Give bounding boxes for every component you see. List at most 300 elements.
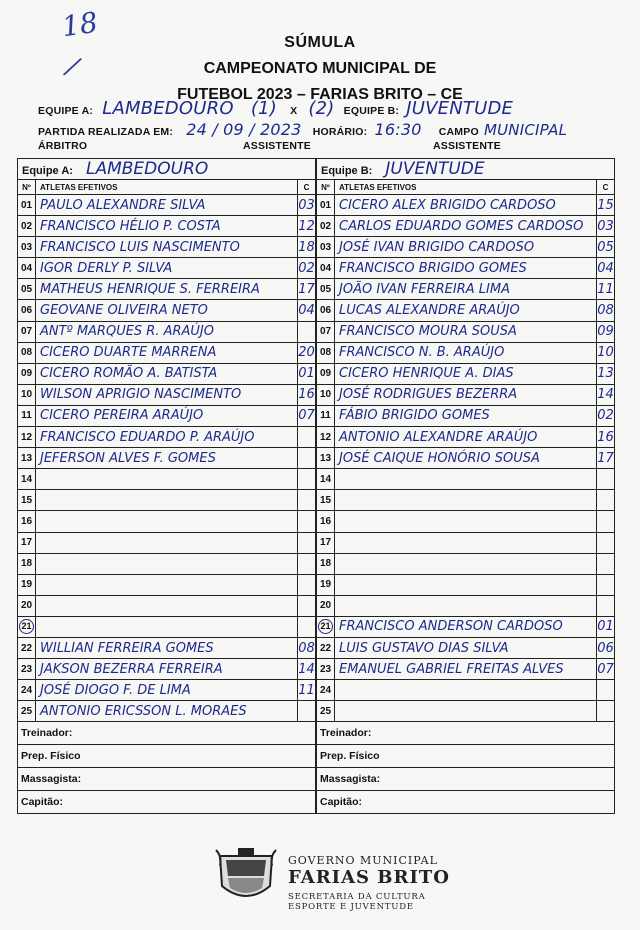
player-shirt-number xyxy=(297,258,315,279)
player-shirt-number xyxy=(297,532,315,553)
player-shirt-number xyxy=(597,469,615,490)
assistente-1-label: ASSISTENTE xyxy=(243,140,311,152)
player-name: FRANCISCO MOURA SOUSA xyxy=(339,324,517,340)
player-row xyxy=(18,680,316,701)
player-shirt-number xyxy=(297,511,315,532)
player-name-cell xyxy=(335,321,597,342)
player-shirt-number xyxy=(597,321,615,342)
staff-row xyxy=(18,791,316,814)
staff-label: Treinador: xyxy=(18,722,316,745)
player-shirt-number xyxy=(597,490,615,511)
player-shirt-number xyxy=(297,342,315,363)
circled-number: 21 xyxy=(19,619,34,634)
player-number: 19 xyxy=(18,574,36,595)
player-name-cell xyxy=(36,659,298,680)
player-number xyxy=(18,616,36,637)
footer-city: FARIAS BRITO xyxy=(288,867,450,888)
player-number: 23 xyxy=(18,659,36,680)
player-name: GEOVANE OLIVEIRA NETO xyxy=(40,303,208,319)
player-name-cell xyxy=(36,363,298,384)
shirt-number-value: 03 xyxy=(597,218,614,234)
team-a-label: Equipe A: xyxy=(22,165,73,177)
player-name: FRANCISCO HÉLIO P. COSTA xyxy=(40,218,221,234)
player-name: LUCAS ALEXANDRE ARAÚJO xyxy=(339,303,520,319)
player-number: 07 xyxy=(317,321,335,342)
player-number: 01 xyxy=(18,195,36,216)
team-a-col-number: Nº xyxy=(18,180,36,195)
player-shirt-number xyxy=(597,279,615,300)
player-name-cell xyxy=(335,300,597,321)
player-row xyxy=(18,405,316,426)
shirt-number-value: 04 xyxy=(597,260,614,276)
player-name-cell xyxy=(335,574,597,595)
player-name-cell xyxy=(36,532,298,553)
player-name-cell xyxy=(36,216,298,237)
player-number: 20 xyxy=(18,595,36,616)
player-row xyxy=(317,342,615,363)
player-number: 12 xyxy=(317,427,335,448)
player-number: 20 xyxy=(317,595,335,616)
player-number: 02 xyxy=(18,216,36,237)
player-row xyxy=(18,427,316,448)
player-number: 05 xyxy=(317,279,335,300)
player-name: JOSÉ RODRIGUES BEZERRA xyxy=(339,387,518,403)
player-name-cell xyxy=(335,511,597,532)
footer xyxy=(0,840,640,920)
shirt-number-value: 16 xyxy=(597,429,614,445)
player-number: 25 xyxy=(18,701,36,722)
player-number: 11 xyxy=(18,405,36,426)
shirt-number-value: 09 xyxy=(597,324,614,340)
equipe-a-label: EQUIPE A: xyxy=(38,105,94,117)
player-number: 04 xyxy=(18,258,36,279)
player-name-cell xyxy=(36,595,298,616)
player-row xyxy=(18,659,316,680)
shirt-number-value: 11 xyxy=(298,682,315,698)
player-name: LUIS GUSTAVO DIAS SILVA xyxy=(339,640,509,656)
player-name-cell xyxy=(335,342,597,363)
player-name: IGOR DERLY P. SILVA xyxy=(40,260,173,276)
player-name-cell xyxy=(335,701,597,722)
shirt-number-value: 11 xyxy=(597,281,614,297)
staff-label: Prep. Físico xyxy=(18,745,316,768)
shirt-number-value: 02 xyxy=(298,260,315,276)
player-shirt-number xyxy=(597,532,615,553)
footer-government: GOVERNO MUNICIPAL xyxy=(288,854,438,867)
player-shirt-number xyxy=(297,216,315,237)
player-shirt-number xyxy=(297,490,315,511)
player-shirt-number xyxy=(597,258,615,279)
player-name-cell xyxy=(335,637,597,658)
player-shirt-number xyxy=(597,616,615,637)
player-name: JOSÉ IVAN BRIGIDO CARDOSO xyxy=(339,239,535,255)
shirt-number-value: 20 xyxy=(298,345,315,361)
team-a-col-c: C xyxy=(297,180,315,195)
player-number: 07 xyxy=(18,321,36,342)
player-shirt-number xyxy=(597,680,615,701)
staff-label: Massagista: xyxy=(18,768,316,791)
player-row xyxy=(317,616,615,637)
player-name: FRANCISCO BRIGIDO GOMES xyxy=(339,260,527,276)
player-shirt-number xyxy=(297,637,315,658)
handwritten-mark-number: 18 xyxy=(59,5,100,44)
score-a: (1) xyxy=(250,98,277,119)
staff-row xyxy=(18,722,316,745)
player-number: 15 xyxy=(18,490,36,511)
player-name-cell xyxy=(36,195,298,216)
shirt-number-value: 07 xyxy=(597,661,614,677)
player-row xyxy=(317,469,615,490)
player-number xyxy=(317,616,335,637)
staff-row xyxy=(317,791,615,814)
player-number: 02 xyxy=(317,216,335,237)
shirt-number-value: 04 xyxy=(298,303,315,319)
shirt-number-value: 18 xyxy=(298,239,315,255)
player-row xyxy=(18,574,316,595)
player-name-cell xyxy=(335,490,597,511)
player-name-cell xyxy=(36,490,298,511)
player-number: 22 xyxy=(317,637,335,658)
player-row xyxy=(317,300,615,321)
player-number: 04 xyxy=(317,258,335,279)
arbitro-label: ÁRBITRO xyxy=(38,140,88,152)
equipe-b-label: EQUIPE B: xyxy=(343,105,400,117)
team-b-col-number: Nº xyxy=(317,180,335,195)
player-number: 12 xyxy=(18,427,36,448)
player-name-cell xyxy=(335,384,597,405)
player-name: PAULO ALEXANDRE SILVA xyxy=(40,197,206,213)
player-shirt-number xyxy=(297,469,315,490)
player-row xyxy=(18,237,316,258)
player-name: FRANCISCO EDUARDO P. ARAÚJO xyxy=(40,429,255,445)
player-row xyxy=(18,321,316,342)
shirt-number-value: 03 xyxy=(298,197,315,213)
championship-title: CAMPEONATO MUNICIPAL DE xyxy=(203,60,437,77)
player-name-cell xyxy=(335,405,597,426)
team-b-name: JUVENTUDE xyxy=(385,159,485,179)
player-name-cell xyxy=(335,469,597,490)
player-shirt-number xyxy=(297,405,315,426)
document-title: SÚMULA xyxy=(284,34,356,51)
team-b-table xyxy=(316,158,615,814)
player-name-cell xyxy=(36,300,298,321)
player-name-cell xyxy=(36,279,298,300)
player-number: 17 xyxy=(18,532,36,553)
player-row xyxy=(18,342,316,363)
staff-label: Capitão: xyxy=(317,791,615,814)
player-name-cell xyxy=(335,448,597,469)
assistente-2-label: ASSISTENTE xyxy=(433,140,501,152)
player-name-cell xyxy=(36,616,298,637)
player-number: 03 xyxy=(317,237,335,258)
staff-label: Treinador: xyxy=(317,722,615,745)
player-row xyxy=(18,300,316,321)
municipal-crest-icon xyxy=(212,846,280,906)
shirt-number-value: 16 xyxy=(298,387,315,403)
player-shirt-number xyxy=(597,574,615,595)
player-number: 14 xyxy=(317,469,335,490)
team-b-section xyxy=(316,158,615,814)
staff-row xyxy=(317,745,615,768)
staff-row xyxy=(18,768,316,791)
player-shirt-number xyxy=(297,553,315,574)
player-name-cell xyxy=(335,279,597,300)
partida-label: PARTIDA REALIZADA EM: xyxy=(38,126,174,138)
player-name-cell xyxy=(335,595,597,616)
player-number: 11 xyxy=(317,405,335,426)
player-row xyxy=(18,363,316,384)
championship-subtitle: FUTEBOL 2023 – FARIAS BRITO – CE xyxy=(177,86,463,103)
player-number: 05 xyxy=(18,279,36,300)
player-name-cell xyxy=(335,616,597,637)
player-shirt-number xyxy=(597,637,615,658)
player-name: FRANCISCO ANDERSON CARDOSO xyxy=(339,619,563,635)
circled-number: 21 xyxy=(318,619,333,634)
player-name: WILSON APRIGIO NASCIMENTO xyxy=(40,387,242,403)
player-name-cell xyxy=(36,511,298,532)
player-name: FRANCISCO N. B. ARAÚJO xyxy=(339,345,505,361)
player-name: CICERO HENRIQUE A. DIAS xyxy=(339,366,514,382)
player-shirt-number xyxy=(597,405,615,426)
player-name-cell xyxy=(36,384,298,405)
team-a-table xyxy=(17,158,316,814)
player-row xyxy=(18,448,316,469)
player-row xyxy=(18,511,316,532)
player-shirt-number xyxy=(297,279,315,300)
shirt-number-value: 01 xyxy=(298,366,315,382)
player-shirt-number xyxy=(297,321,315,342)
player-name: CICERO PEREIRA ARAÚJO xyxy=(40,408,204,424)
shirt-number-value: 02 xyxy=(597,408,614,424)
player-name-cell xyxy=(36,405,298,426)
player-row xyxy=(317,363,615,384)
player-name-cell xyxy=(335,363,597,384)
player-name: ANTONIO ALEXANDRE ARAÚJO xyxy=(339,429,538,445)
shirt-number-value: 15 xyxy=(597,197,614,213)
score-b: (2) xyxy=(308,98,335,119)
player-number: 13 xyxy=(317,448,335,469)
player-number: 08 xyxy=(18,342,36,363)
player-row xyxy=(18,216,316,237)
shirt-number-value: 17 xyxy=(597,450,614,466)
player-row xyxy=(317,637,615,658)
equipe-a-value: LAMBEDOURO xyxy=(102,98,234,119)
player-shirt-number xyxy=(297,659,315,680)
player-name-cell xyxy=(335,680,597,701)
player-row xyxy=(317,321,615,342)
player-shirt-number xyxy=(597,342,615,363)
player-name-cell xyxy=(335,553,597,574)
player-row xyxy=(317,427,615,448)
player-row xyxy=(18,637,316,658)
player-name-cell xyxy=(335,216,597,237)
player-name: EMANUEL GABRIEL FREITAS ALVES xyxy=(339,661,564,677)
player-name-cell xyxy=(335,427,597,448)
player-number: 18 xyxy=(317,553,335,574)
player-name-cell xyxy=(36,680,298,701)
player-shirt-number xyxy=(597,300,615,321)
team-a-name: LAMBEDOURO xyxy=(86,159,209,179)
player-name-cell xyxy=(36,427,298,448)
player-shirt-number xyxy=(297,616,315,637)
player-name-cell xyxy=(36,469,298,490)
player-name-cell xyxy=(335,195,597,216)
footer-secretariat-sub: ESPORTE E JUVENTUDE xyxy=(288,902,414,912)
team-b-col-c: C xyxy=(597,180,615,195)
player-number: 06 xyxy=(18,300,36,321)
shirt-number-value: 13 xyxy=(597,366,614,382)
player-shirt-number xyxy=(297,195,315,216)
player-name-cell xyxy=(36,237,298,258)
player-number: 14 xyxy=(18,469,36,490)
staff-label: Capitão: xyxy=(18,791,316,814)
player-name: ANTº MARQUES R. ARAÚJO xyxy=(40,324,215,340)
player-shirt-number xyxy=(597,701,615,722)
player-number: 24 xyxy=(317,680,335,701)
horario-label: HORÁRIO: xyxy=(312,126,368,138)
player-number: 22 xyxy=(18,637,36,658)
player-row xyxy=(18,553,316,574)
player-number: 23 xyxy=(317,659,335,680)
player-shirt-number xyxy=(297,595,315,616)
player-name-cell xyxy=(36,258,298,279)
player-number: 03 xyxy=(18,237,36,258)
player-name: CICERO ROMÃO A. BATISTA xyxy=(40,366,218,382)
player-row xyxy=(317,384,615,405)
player-name: FÁBIO BRIGIDO GOMES xyxy=(339,408,490,424)
player-row xyxy=(317,574,615,595)
shirt-number-value: 08 xyxy=(597,303,614,319)
player-row xyxy=(317,216,615,237)
equipe-b-value: JUVENTUDE xyxy=(406,98,514,119)
player-shirt-number xyxy=(597,384,615,405)
player-row xyxy=(317,595,615,616)
staff-row xyxy=(18,745,316,768)
player-shirt-number xyxy=(597,659,615,680)
campo-value: MUNICIPAL xyxy=(483,121,568,139)
player-row xyxy=(317,405,615,426)
player-shirt-number xyxy=(597,427,615,448)
campo-label: CAMPO xyxy=(438,126,479,138)
shirt-number-value: 01 xyxy=(597,619,614,635)
player-number: 17 xyxy=(317,532,335,553)
player-number: 10 xyxy=(18,384,36,405)
player-name-cell xyxy=(335,532,597,553)
shirt-number-value: 14 xyxy=(298,661,315,677)
shirt-number-value: 08 xyxy=(298,640,315,656)
player-row xyxy=(317,553,615,574)
player-name: FRANCISCO LUIS NASCIMENTO xyxy=(40,239,240,255)
player-shirt-number xyxy=(297,680,315,701)
player-row xyxy=(18,384,316,405)
player-number: 15 xyxy=(317,490,335,511)
shirt-number-value: 06 xyxy=(597,640,614,656)
player-row xyxy=(317,659,615,680)
player-number: 01 xyxy=(317,195,335,216)
staff-row xyxy=(317,768,615,791)
staff-row xyxy=(317,722,615,745)
player-name-cell xyxy=(36,342,298,363)
player-row xyxy=(317,511,615,532)
player-shirt-number xyxy=(597,553,615,574)
player-number: 19 xyxy=(317,574,335,595)
player-row xyxy=(18,195,316,216)
player-number: 09 xyxy=(317,363,335,384)
player-shirt-number xyxy=(297,384,315,405)
staff-label: Massagista: xyxy=(317,768,615,791)
player-row xyxy=(317,195,615,216)
player-shirt-number xyxy=(597,195,615,216)
equipe-a-header xyxy=(38,98,513,119)
player-name: JAKSON BEZERRA FERREIRA xyxy=(40,661,223,677)
shirt-number-value: 12 xyxy=(298,218,315,234)
team-a-col-athletes: ATLETAS EFETIVOS xyxy=(36,180,298,195)
player-name: JOSÉ DIOGO F. DE LIMA xyxy=(40,682,191,698)
player-number: 18 xyxy=(18,553,36,574)
player-number: 08 xyxy=(317,342,335,363)
player-name-cell xyxy=(335,237,597,258)
player-name: ANTONIO ERICSSON L. MORAES xyxy=(40,703,247,719)
player-number: 10 xyxy=(317,384,335,405)
player-number: 16 xyxy=(317,511,335,532)
player-row xyxy=(18,701,316,722)
player-row xyxy=(317,532,615,553)
player-row xyxy=(317,279,615,300)
player-shirt-number xyxy=(597,511,615,532)
player-shirt-number xyxy=(297,300,315,321)
player-row xyxy=(18,616,316,637)
player-number: 09 xyxy=(18,363,36,384)
player-row xyxy=(317,448,615,469)
versus-label: X xyxy=(290,105,298,117)
player-row xyxy=(317,237,615,258)
player-row xyxy=(18,279,316,300)
handwritten-mark-slash: / xyxy=(63,51,82,83)
player-row xyxy=(317,680,615,701)
match-time: 16:30 xyxy=(374,120,422,139)
player-row xyxy=(18,595,316,616)
player-name: JOÃO IVAN FERREIRA LIMA xyxy=(339,281,510,297)
player-name-cell xyxy=(335,659,597,680)
player-row xyxy=(317,490,615,511)
player-name-cell xyxy=(335,258,597,279)
player-number: 16 xyxy=(18,511,36,532)
player-row xyxy=(317,701,615,722)
player-name-cell xyxy=(36,637,298,658)
player-row xyxy=(317,258,615,279)
officials-line xyxy=(38,140,598,152)
shirt-number-value: 14 xyxy=(597,387,614,403)
player-shirt-number xyxy=(597,595,615,616)
player-shirt-number xyxy=(297,701,315,722)
player-number: 06 xyxy=(317,300,335,321)
player-name-cell xyxy=(36,321,298,342)
player-shirt-number xyxy=(597,448,615,469)
player-number: 25 xyxy=(317,701,335,722)
shirt-number-value: 07 xyxy=(298,408,315,424)
shirt-number-value: 10 xyxy=(597,345,614,361)
player-shirt-number xyxy=(597,216,615,237)
player-shirt-number xyxy=(297,427,315,448)
player-shirt-number xyxy=(297,448,315,469)
player-number: 24 xyxy=(18,680,36,701)
team-b-label: Equipe B: xyxy=(321,165,373,177)
player-shirt-number xyxy=(297,237,315,258)
shirt-number-value: 05 xyxy=(597,239,614,255)
player-name-cell xyxy=(36,448,298,469)
player-row xyxy=(18,258,316,279)
player-shirt-number xyxy=(297,363,315,384)
